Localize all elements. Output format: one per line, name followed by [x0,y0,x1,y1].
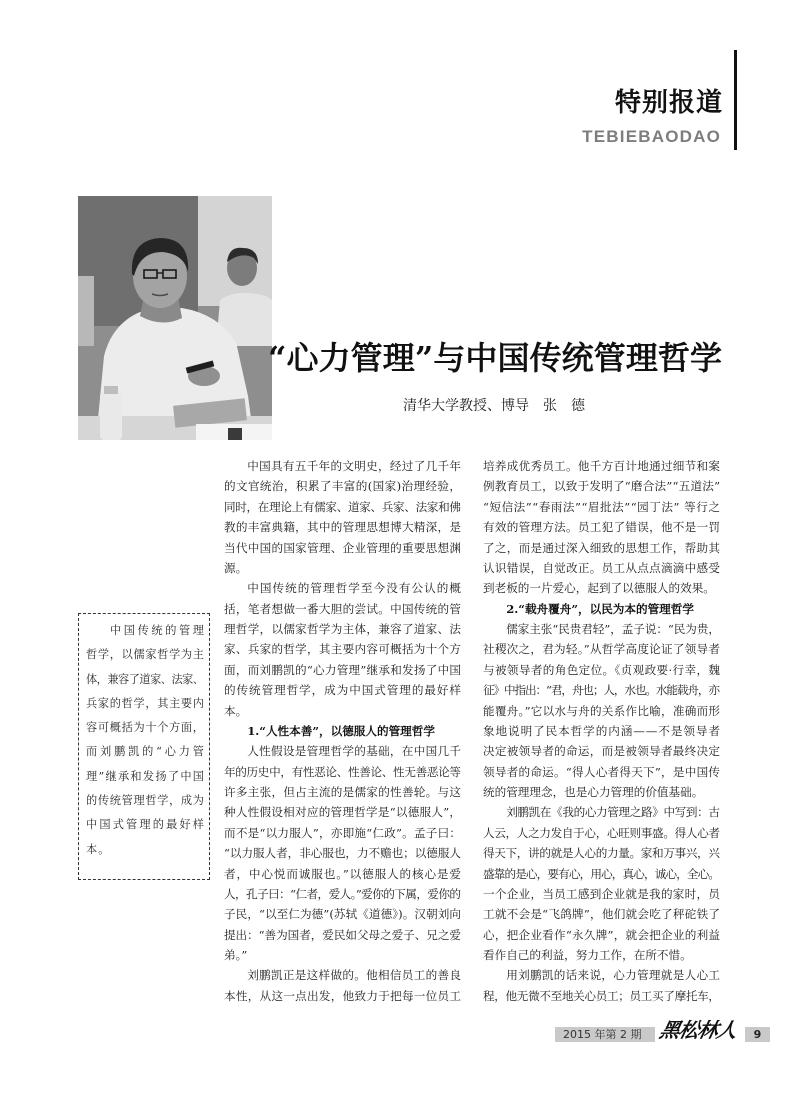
photo-nameplate-mark [228,428,242,440]
body-line [224,578,461,598]
pull-quote-line-text: 体，兼容了道家、法家、 [86,672,204,686]
body-line [483,721,720,741]
author-photo [78,196,272,440]
body-line-text: 子民，“以至仁为德”(苏轼《道德》)。汉朝刘向 [224,907,462,922]
body-line-text: 社稷次之，君为轻。”从哲学高度论证了领导者 [483,642,721,657]
body-line-text: “短信法”“春雨法”“眉批法”“园丁法” 等行之 [483,499,721,514]
body-line [224,456,461,476]
body-line [483,965,720,985]
pull-quote-line [86,619,207,643]
section-heading-text: 1.“人性本善”，以德服人的管理哲学 [247,723,435,738]
body-line-text: 而不是“以力服人”，亦即施“仁政”。孟子曰： [224,825,462,840]
body-line-text: 中国具有五千年的文明史，经过了几千年 [247,459,462,473]
body-line [224,762,461,782]
body-line-text: “以力服人者，非心服也，力不赡也；以德服人 [224,846,461,861]
pull-quote-line [86,789,204,813]
body-line [224,782,461,802]
body-line [483,476,720,496]
pull-quote-line-text: 兵家的哲学，其主要内 [86,696,205,710]
body-line-text: 括，笔者想做一番大胆的尝试。中国传统的管 [224,601,462,616]
body-line-text: 年的历史中，有性恶论、性善论、性无善恶论等 [224,764,461,779]
photo-left-person [78,276,94,346]
body-line [224,599,461,619]
body-line-text: 当代中国的国家管理、企业管理的重要思想渊 [224,540,462,555]
body-line [224,864,461,884]
body-line [483,578,720,598]
body-line-text: 面，而刘鹏凯的“心力管理”继承和发扬了中国 [224,662,462,677]
body-line [224,965,461,985]
pull-quote-box [78,613,210,880]
body-line-text: 能覆舟。”它以水与舟的关系作比喻，准确而形 [483,703,721,718]
body-line-text: 刘鹏凯正是这样做的。他相信员工的善良 [247,968,462,983]
body-line-text: 人云，人之力发自于心，心旺则事盛。得人心者 [483,825,720,840]
body-line-text: 本。 [224,703,248,718]
body-line [224,925,461,945]
body-line-text: 许多主张，但占主流的是儒家的性善轮。与这 [224,785,462,799]
body-line [224,680,461,700]
body-line-text: 儒家主张“民贵君轻”，孟子说：“民为贵， [506,622,720,636]
body-line-text: 看作自己的利益，努力工作，在所不惜。 [483,948,692,962]
body-line-text: 了之，而是通过深入细致的思想工作，帮助其 [483,540,721,555]
photo-bottle-cap [104,386,118,394]
pull-quote-line-text: 本。 [86,842,111,856]
body-line-text: 一个企业，当员工感到企业就是我的家时，员 [483,886,721,901]
pull-quote-line [86,838,204,862]
body-line [224,660,461,680]
body-line-text: 人性假设是管理哲学的基础，在中国几千 [247,744,462,759]
body-line-text: 弟。” [224,948,248,962]
body-line [224,802,461,822]
body-line-text: 领导者的命运。“得人心者得天下”，是中国传 [483,764,721,779]
body-line [224,741,461,761]
pull-quote-line-text: 理”继承和发扬了中国 [86,769,206,783]
body-line-text: 决定被领导者的命运，而是被领导者最终决定 [483,744,721,759]
body-line [224,904,461,924]
pull-quote-line [86,643,204,667]
body-line-text: 有效的管理方法。员工犯了错误，他不是一罚 [483,520,721,535]
pull-quote-line-text: 而刘鹏凯的“心力管 [86,745,207,759]
article-author: 清华大学教授、博导 张 德 [403,398,585,414]
body-line-text: 与被领导者的角色定位。《贞观政要·行幸，魏 [483,662,721,677]
body-line [483,517,720,537]
section-pinyin: TEBIEBAODAO [582,127,721,146]
body-line [224,476,461,496]
pull-quote-line [86,740,207,764]
body-line [224,497,461,517]
body-line [483,619,720,639]
body-line-text: 种人性假设相对应的管理哲学是“以德服人”， [224,805,462,820]
body-line [483,680,720,700]
photo-water-bottle [100,392,122,440]
body-line [483,823,720,843]
body-line-text: 刘鹏凯在《我的心力管理之路》中写到：古 [506,805,720,820]
body-line [483,864,720,884]
body-line-text: 心，把企业看作“永久牌”，就会把企业的利益 [483,927,721,942]
body-line-text: 同时，在理论上有儒家、道家、兵家、法家和佛 [224,499,461,514]
body-line [224,619,461,639]
body-line-text: 盛靠的是心，要有心，用心，真心，诚心，全心。 [483,866,720,881]
body-line [483,884,720,904]
body-line-text: 提出：“善为国者，爱民如父母之爱子、兄之爱 [224,927,461,942]
body-line [483,925,720,945]
body-line [483,538,720,558]
pull-quote-line-text: 中国传统的管理 [110,624,207,637]
body-line-text: 用刘鹏凯的话来说，心力管理就是人心工 [506,968,721,983]
body-line [224,558,461,578]
body-line [483,802,720,822]
magazine-logo: 黑松林人 [657,1018,739,1042]
body-line-text: 培养成优秀员工。他千方百计地通过细节和案 [483,459,721,473]
body-line [483,558,720,578]
body-line-text: 程，他无微不至地关心员工；员工买了摩托车， [483,988,720,1003]
body-line-text: 本性，从这一点出发，他致力于把每一位员工 [224,988,462,1003]
pull-quote-line [86,765,204,789]
body-line-text: 认识错误，自觉改正。员工从点点滴滴中感受 [483,560,721,575]
body-line [224,945,461,965]
pull-quote-line [86,716,204,740]
body-line [224,884,461,904]
header-vertical-rule [734,50,737,150]
section-heading-text: 2.“载舟覆舟”，以民为本的管理哲学 [506,601,694,616]
body-line-text: 家、兵家的哲学，其主要内容可概括为十个方 [224,642,462,657]
body-line [483,639,720,659]
body-line [483,497,720,517]
body-line-text: 统的管理理念，也是心力管理的价值基础。 [483,785,704,799]
body-line [483,741,720,761]
pull-quote-line-text: 中国式管理的最好样 [86,818,207,832]
body-line [483,843,720,863]
body-line-text: 到老板的一片爱心，起到了以德服人的效果。 [483,581,715,596]
body-line-text: 得天下，讲的就是人心的力量。家和万事兴，兴 [483,846,720,861]
body-line-text: 者，中心悦而诚服也。”以德服人的核心是爱 [224,866,462,881]
pull-quote-line [86,813,207,837]
body-line [483,456,720,476]
body-line-text: 人，孔子曰：“仁者，爱人。”爱你的下属，爱你的 [224,886,461,901]
page-number: 9 [745,1027,770,1042]
right-column [483,456,720,1006]
article-title-text: “心力管理”与中国传统管理哲学 [268,339,723,377]
body-line [483,904,720,924]
body-line-text: 中国传统的管理哲学至今没有公认的概 [247,581,463,596]
body-line-text: 源。 [224,560,248,575]
body-line [224,843,461,863]
section-heading [224,721,461,741]
body-line-text: 教的丰富典籍，其中的管理思想博大精深，是 [224,520,462,535]
body-line [224,538,461,558]
body-line [483,660,720,680]
pull-quote-line-text: 哲学，以儒家哲学为主 [86,648,205,662]
body-line [483,945,720,965]
body-line [224,639,461,659]
footer-issue: 2015 年第 2 期 [563,1028,642,1041]
section-heading [483,599,720,619]
pull-quote-line [86,692,204,716]
pull-quote-line-text: 的传统管理哲学，成为 [86,794,205,808]
body-line-text: 的文官统治，积累了丰富的(国家)治理经验， [224,479,462,494]
body-line-text: 征》中指出：“君，舟也；人，水也。水能载舟，亦 [483,683,719,698]
pull-quote-line [86,668,204,692]
left-column [224,456,461,1006]
body-line-text: 的传统管理哲学，成为中国式管理的最好样 [224,683,462,698]
body-line-text: 理哲学，以儒家哲学为主体，兼容了道家、法 [224,622,462,636]
pull-quote-line-text: 容可概括为十个方面， [86,721,205,735]
article-title [268,340,722,376]
section-title: 特别报道 [614,88,723,118]
body-line [483,782,720,802]
body-line-text: 例教育员工，以致于发明了“磨合法”“五道法” [483,479,721,494]
body-line-text: 象地说明了民本哲学的内涵——不是领导者 [483,723,721,738]
body-line [224,823,461,843]
body-line [483,762,720,782]
body-line-text: 工就不会是“飞鸽牌”，他们就会吃了秤砣铁了 [483,907,721,922]
body-line [224,517,461,537]
body-line [483,986,720,1006]
body-line [483,701,720,721]
body-line [224,986,461,1006]
body-line [224,701,461,721]
